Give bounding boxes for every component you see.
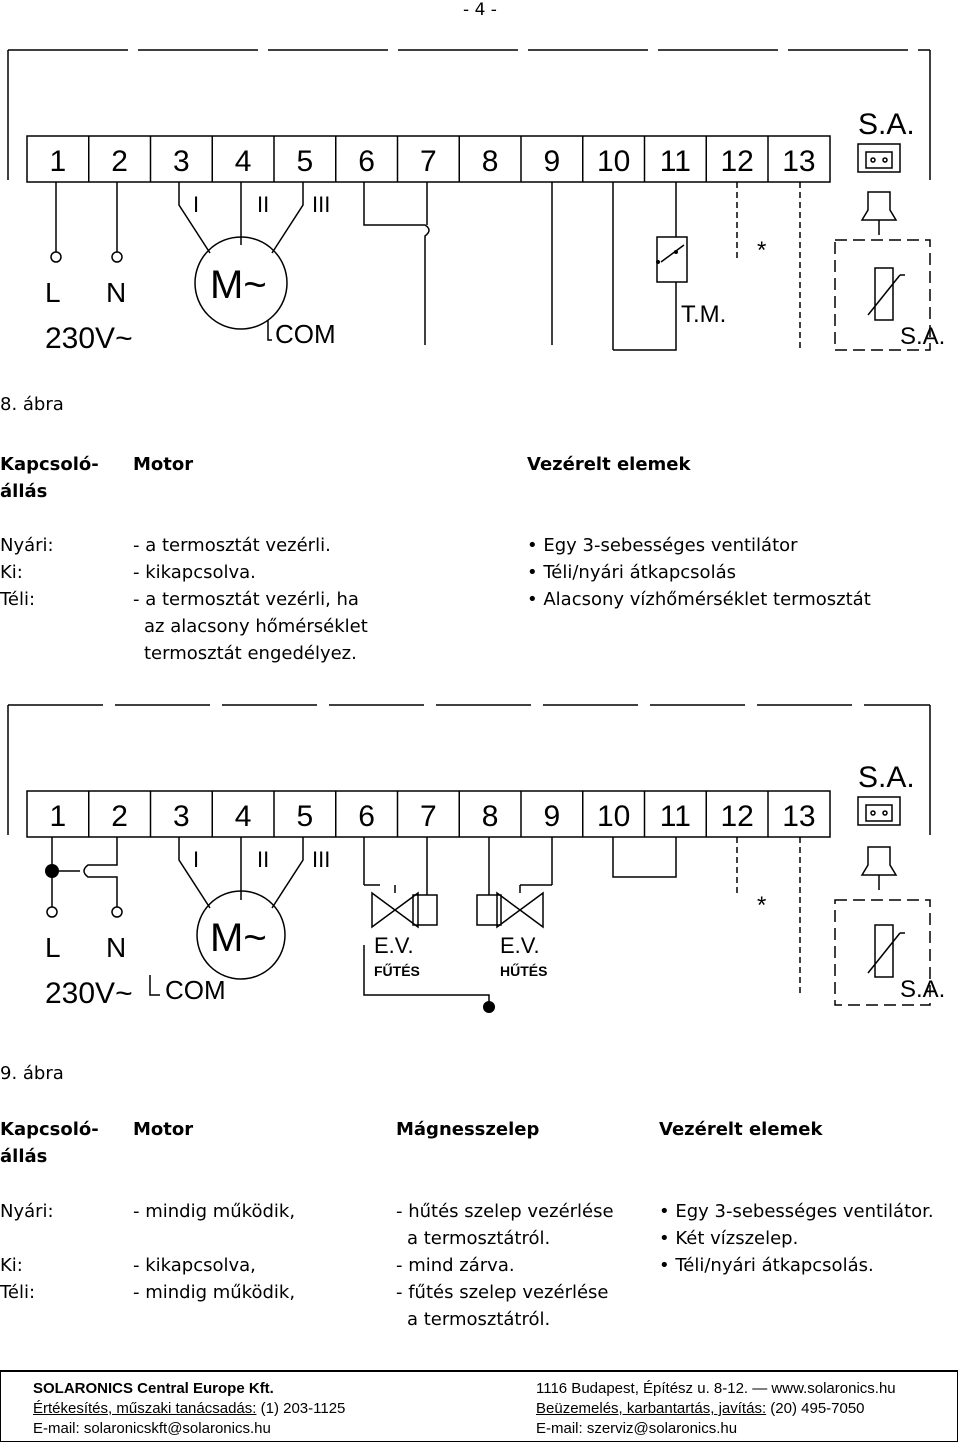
com-label: COM (165, 975, 226, 1005)
line-label-n: N (106, 932, 127, 963)
ev-heating-sub: FŰTÉS (374, 963, 420, 979)
terminal-number: 4 (234, 800, 252, 833)
motor-symbol: M~ (210, 263, 267, 307)
ev-cooling-sub: HŰTÉS (500, 963, 548, 979)
fig8-header-switch-2: állás (0, 481, 48, 502)
fig8-row-motor: - a termosztát vezérli, ha (133, 589, 359, 610)
fig9-row-valve: - hűtés szelep vezérlése (396, 1201, 614, 1222)
sa-top-label: S.A. (858, 761, 915, 794)
line-label-l: L (45, 277, 61, 308)
sa-connector-icon (858, 797, 900, 825)
fig8-row-motor: - kikapcsolva. (133, 562, 256, 583)
fig9-controlled-item: • Két vízszelep. (659, 1225, 798, 1252)
fig9-controlled-item: • Téli/nyári átkapcsolás. (659, 1252, 874, 1279)
footer-email-1[interactable]: E-mail: solaronicskft@solaronics.hu (33, 1420, 271, 1437)
footer-address: 1116 Budapest, Építész u. 8-12. — www.solaronics.hu (536, 1380, 896, 1397)
terminal-number: 1 (49, 800, 67, 833)
footer-email-2[interactable]: E-mail: szerviz@solaronics.hu (536, 1420, 738, 1437)
terminal-number: 4 (234, 145, 252, 178)
terminal-number: 12 (720, 145, 754, 178)
fig8-row-label: Ki: (0, 562, 23, 583)
terminal-number: 11 (659, 145, 691, 178)
terminal-number: 13 (782, 800, 816, 833)
page-number: - 4 - (463, 0, 497, 20)
footer-sales (33, 1400, 345, 1417)
terminal-number: 6 (358, 800, 375, 833)
ev-heating-label: E.V. (374, 933, 414, 958)
terminal-number: 2 (111, 800, 128, 833)
fig9-row-valve: a termosztátról. (407, 1228, 551, 1249)
line-label-l: L (45, 932, 61, 963)
fig9-row-label: Ki: (0, 1255, 23, 1276)
sa-connector-icon (858, 144, 900, 172)
footer-sales-phone: (1) 203-1125 (256, 1400, 346, 1417)
terminal-number: 3 (173, 145, 190, 178)
com-label: COM (275, 319, 336, 349)
terminal-number: 9 (543, 145, 561, 178)
speed-label-2: II (257, 192, 270, 217)
fig8-row-label: Nyári: (0, 535, 54, 556)
sa-bottom-label: S.A. (900, 323, 946, 350)
sa-bottom-label: S.A. (900, 976, 946, 1003)
terminal-number: 7 (420, 800, 437, 833)
fig9-row-label: Nyári: (0, 1201, 54, 1222)
fig9-header-valve: Mágnesszelep (396, 1119, 540, 1140)
terminal-number: 9 (543, 800, 561, 833)
terminal-number: 1 (49, 145, 67, 178)
figure-8-caption: 8. ábra (0, 394, 64, 415)
footer-service-phone: (20) 495-7050 (766, 1400, 865, 1417)
terminal-number: 12 (720, 800, 754, 833)
speed-label-3: III (312, 192, 331, 217)
wiring-diagram-2 (0, 695, 960, 1025)
fig9-header-controlled: Vezérelt elemek (659, 1119, 823, 1140)
speed-label-2: II (257, 847, 270, 872)
terminal-number: 7 (420, 145, 437, 178)
fig9-header-switch: Kapcsoló- (0, 1119, 99, 1140)
fig8-motor-continued: az alacsony hőmérséklet (144, 616, 368, 637)
speed-label-3: III (312, 847, 331, 872)
terminal-number: 8 (481, 145, 499, 178)
fig8-header-motor: Motor (133, 454, 194, 475)
terminal-number: 10 (596, 145, 631, 178)
footer-sales-label: Értékesítés, műszaki tanácsadás: (33, 1400, 257, 1417)
terminal-number: 13 (782, 145, 816, 178)
page-footer (0, 1370, 958, 1442)
footer-company: SOLARONICS Central Europe Kft. (33, 1380, 274, 1397)
fig9-row-valve: - fűtés szelep vezérlése (396, 1282, 609, 1303)
fig8-row-motor: - a termosztát vezérli. (133, 535, 331, 556)
fig9-row-motor: - mindig működik, (133, 1201, 296, 1222)
fig9-row-valve: - mind zárva. (396, 1255, 515, 1276)
footer-service (536, 1400, 865, 1417)
asterisk: * (757, 892, 767, 919)
motor-symbol: M~ (210, 916, 267, 960)
fig9-row-motor: - mindig működik, (133, 1282, 296, 1303)
fig8-controlled-item: • Alacsony vízhőmérséklet termosztát (527, 586, 871, 613)
speed-label-1: I (193, 192, 200, 217)
terminal-number: 10 (596, 800, 631, 833)
line-label-n: N (106, 277, 127, 308)
fig9-row-valve: a termosztátról. (407, 1309, 551, 1330)
terminal-number: 8 (481, 800, 499, 833)
voltage-label: 230V~ (45, 977, 133, 1010)
footer-service-label: Beüzemelés, karbantartás, javítás: (536, 1400, 767, 1417)
speed-label-1: I (193, 847, 200, 872)
terminal-number: 5 (296, 800, 314, 833)
fig9-controlled-item: • Egy 3-sebességes ventilátor. (659, 1198, 934, 1225)
thermostat-label: T.M. (681, 301, 727, 328)
terminal-number: 2 (111, 145, 128, 178)
fig8-row-label: Téli: (0, 589, 36, 610)
terminal-number: 6 (358, 145, 375, 178)
fig8-header-switch: Kapcsoló- (0, 454, 99, 475)
terminal-number: 5 (296, 145, 314, 178)
sa-top-label: S.A. (858, 108, 915, 141)
voltage-label: 230V~ (45, 322, 133, 355)
fig9-row-motor: - kikapcsolva, (133, 1255, 256, 1276)
fig8-header-controlled: Vezérelt elemek (527, 454, 691, 475)
fig8-controlled-item: • Egy 3-sebességes ventilátor (527, 532, 798, 559)
figure-9-caption: 9. ábra (0, 1063, 64, 1084)
fig8-motor-continued: termosztát engedélyez. (144, 643, 357, 664)
fig9-header-switch-2: állás (0, 1146, 48, 1167)
ev-cooling-label: E.V. (500, 933, 540, 958)
terminal-number: 11 (659, 800, 691, 833)
wiring-diagram-1 (0, 40, 960, 360)
fig9-header-motor: Motor (133, 1119, 194, 1140)
fig9-row-label: Téli: (0, 1282, 36, 1303)
fig8-controlled-item: • Téli/nyári átkapcsolás (527, 559, 736, 586)
terminal-number: 3 (173, 800, 190, 833)
asterisk: * (757, 237, 767, 264)
